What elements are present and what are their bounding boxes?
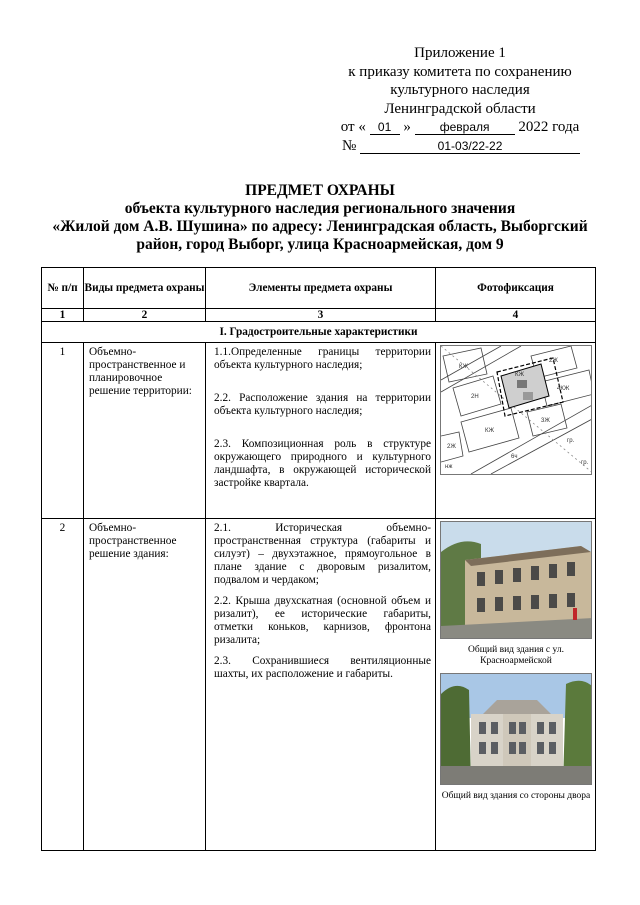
map-label: 2Ж xyxy=(447,444,456,450)
title-heading: ПРЕДМЕТ ОХРАНЫ xyxy=(245,182,395,199)
element-item: 2.1. Историческая объемно-пространственная структура (габариты и силуэт) – двухэтажное, прямоугольное в плане здание с дворовым ризалитом, подвалом и чердаком; xyxy=(214,522,431,586)
courtyard-image xyxy=(441,674,592,784)
row-number: 1 xyxy=(42,343,84,519)
appendix-header xyxy=(330,44,590,155)
appendix-order-ref: к приказу комитета по сохранению xyxy=(348,63,572,80)
header-type: Виды предмета охраны xyxy=(84,268,206,309)
map-label: гр. xyxy=(581,460,589,466)
header-num: № п/п xyxy=(42,268,84,309)
photo-caption: Общий вид здания с ул. Красноармейской xyxy=(468,645,564,666)
protection-table xyxy=(41,267,596,851)
element-item: 2.2. Крыша двухскатная (основной объем и ризалит), ее исторические габариты, отметки коньков, карнизов, фронтона ризалита; xyxy=(214,595,431,646)
map-label: гр. xyxy=(567,438,575,444)
title-address-line: район, город Выборг, улица Красноармейская, дом 9 xyxy=(136,236,504,253)
date-prefix: от « xyxy=(340,119,366,135)
map-label: 4КЖ xyxy=(557,386,570,392)
header-elements: Элементы предмета охраны xyxy=(206,268,436,309)
order-number-field: 01-03/22-22 xyxy=(360,140,580,154)
date-mid: » xyxy=(403,119,411,135)
photo-caption: Общий вид здания со стороны двора xyxy=(441,791,591,801)
row-number: 2 xyxy=(42,519,84,851)
map-label: 2Н xyxy=(471,394,479,400)
appendix-date xyxy=(330,118,590,137)
row-type: Объемно-пространственное и планировочное решение территории: xyxy=(84,343,206,519)
row-photo xyxy=(436,343,596,519)
appendix-committee-line: культурного наследия xyxy=(390,82,530,98)
element-item: 2.3. Композиционная роль в структуре окружающего природного и культурного ландшафта, в окружающей исторической застройке квартала. xyxy=(214,438,431,489)
street-facade-image xyxy=(441,522,592,638)
col-number: 4 xyxy=(436,309,596,322)
element-item: 2.2. Расположение здания на территории объекта культурного наследия; xyxy=(214,392,431,417)
header-photo: Фотофиксация xyxy=(436,268,596,309)
column-number-row xyxy=(42,309,596,322)
map-label: 3Ж xyxy=(541,418,550,424)
appendix-region-line: Ленинградской области xyxy=(384,100,536,117)
document-title xyxy=(40,182,600,254)
date-year: 2022 года xyxy=(518,119,580,135)
map-label: 6ч xyxy=(511,454,518,460)
courtyard-photo xyxy=(440,673,592,785)
table-row xyxy=(42,519,596,851)
map-label: 2Ж xyxy=(549,358,558,364)
table-row xyxy=(42,343,596,519)
title-object-line: «Жилой дом А.В. Шушина» по адресу: Ленинградская область, Выборгский xyxy=(52,218,588,235)
site-plan-map xyxy=(440,345,592,475)
element-item: 1.1.Определенные границы территории объекта культурного наследия; xyxy=(214,346,431,371)
date-day-field: 01 xyxy=(370,121,400,135)
map-label: КЖ xyxy=(485,428,495,434)
row-elements xyxy=(206,343,436,519)
section-row xyxy=(42,322,596,343)
row-elements xyxy=(206,519,436,851)
appendix-number xyxy=(330,137,590,156)
appendix-title: Приложение 1 xyxy=(414,45,506,61)
title-subheading: объекта культурного наследия регионального значения xyxy=(124,200,516,217)
row-photo xyxy=(436,519,596,851)
map-label: КЖ xyxy=(459,364,469,370)
date-month-field: февраля xyxy=(415,121,515,135)
element-item: 2.3. Сохранившиеся вентиляционные шахты, их расположение и габариты. xyxy=(214,655,431,680)
street-facade-photo xyxy=(440,521,592,639)
col-number: 3 xyxy=(206,309,436,322)
map-label: нж xyxy=(445,464,453,470)
number-prefix: № xyxy=(341,137,357,154)
site-plan-image xyxy=(441,346,592,474)
col-number: 1 xyxy=(42,309,84,322)
col-number: 2 xyxy=(84,309,206,322)
table-header-row xyxy=(42,268,596,309)
map-label: КЖ xyxy=(515,372,525,378)
row-type: Объемно-пространственное решение здания: xyxy=(84,519,206,851)
section-title: I. Градостроительные характеристики xyxy=(42,322,596,343)
